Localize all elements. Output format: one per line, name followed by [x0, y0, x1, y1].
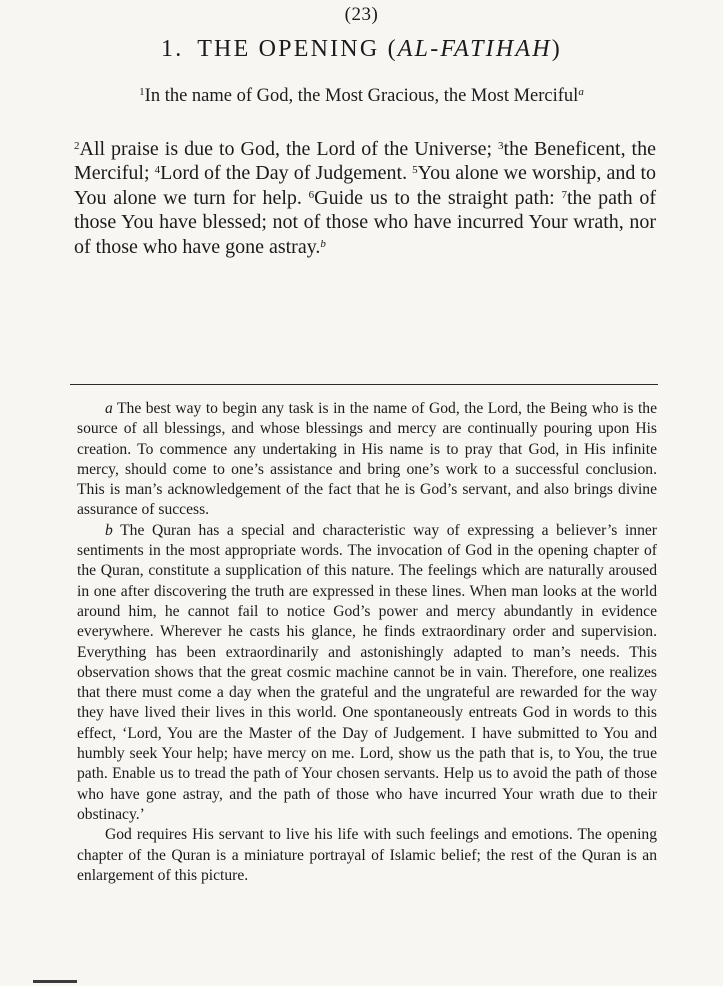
footnote	[77, 521, 657, 825]
footnote-text: God requires His servant to live his life with such feelings and emotions. The opening chapter of the Quran is a miniature portrayal of Islamic belief; the rest of the Quran is an enlargement of this picture.	[77, 826, 657, 884]
verse-number: 1	[139, 86, 145, 98]
footnote-divider	[70, 384, 658, 385]
footnote-marker: a	[578, 86, 584, 98]
basmala-verse	[0, 86, 723, 107]
footnote-marker: b	[320, 237, 326, 250]
verse-number: 2	[74, 140, 80, 152]
footnote-continuation	[77, 825, 657, 886]
page-number: (23)	[344, 4, 379, 25]
footnotes	[77, 399, 657, 886]
verse-text: All praise is due to God, the Lord of the Universe;	[79, 138, 499, 160]
verse-number: 3	[498, 140, 504, 152]
chapter-number: 1.	[161, 36, 184, 62]
footnote-text: The Quran has a special and characteristic way of expressing a believer’s inner sentiments in the most appropriate words. The invocation of God in the opening chapter of the Quran, constitute a supplication of this nature. The feelings which are naturally aroused in one after discovering the truth are expressed in these lines. When man looks at the world around him, he cannot fail to notice God’s power and mercy abundantly in evidence everywhere. Wherever he casts his glance, he finds extraordinary order and supervision. Everything has been extraordinarily and astonishingly adapted to man’s needs. This observation shows that the great cosmic machine cannot be in vain. Therefore, one realizes that there must come a day when the grateful and the ungrateful are rewarded for the way they have lived their lives in this world. One spontaneously entreats God in words to this effect, ‘Lord, You are the Master of the Day of Judgement. I have submitted to You and humbly seek Your help; have mercy on me. Lord, show us the path that is, to You, the true path. Enable us to tread the path of Your chosen servants. Help us to avoid the path of those who have gone astray, and the path of those who have incurred Your wrath due to their obstinacy.’	[77, 521, 657, 823]
chapter-transliteration: AL-FATIHAH	[397, 36, 552, 62]
verse-number: 7	[561, 188, 567, 201]
verse-block	[74, 137, 656, 259]
chapter-name: THE OPENING	[197, 36, 380, 62]
verse-text: the path of those You have blessed; not of those who have incurred Your wrath, nor of those who have gone astray.	[74, 186, 657, 258]
footnote-marker: a	[105, 400, 113, 417]
verse-text: the Beneficent, the Merciful;	[74, 138, 656, 185]
verse-number: 4	[154, 164, 161, 177]
basmala-text: In the name of God, the Most Gracious, the Most Merciful	[144, 86, 579, 106]
footnote-text: The best way to begin any task is in the name of God, the Lord, the Being who is the source of all blessings, and whose blessings and mercy are continually pouring upon His creation. To commence any undertaking in His name is to pray that God, in His infinite mercy, should come to one’s assistance and bring one’s work to a successful conclusion. This is man’s acknowledgement of the fact that he is God’s servant, and also brings divine assurance of success.	[77, 400, 658, 519]
footnote-marker: b	[105, 521, 113, 539]
page-edge-mark	[33, 980, 77, 983]
verse-text: Guide us to the straight path:	[314, 186, 562, 209]
verse-number: 5	[412, 164, 418, 177]
chapter-title	[0, 36, 723, 63]
verse-text: Lord of the Day of Judgement.	[160, 162, 413, 185]
verse-text: You alone we worship, and to You alone we turn for help.	[74, 162, 656, 209]
verse-number: 6	[308, 188, 315, 201]
footnote	[77, 399, 657, 521]
transliteration-close-paren: )	[551, 36, 562, 62]
transliteration-open-paren: (	[387, 36, 398, 62]
